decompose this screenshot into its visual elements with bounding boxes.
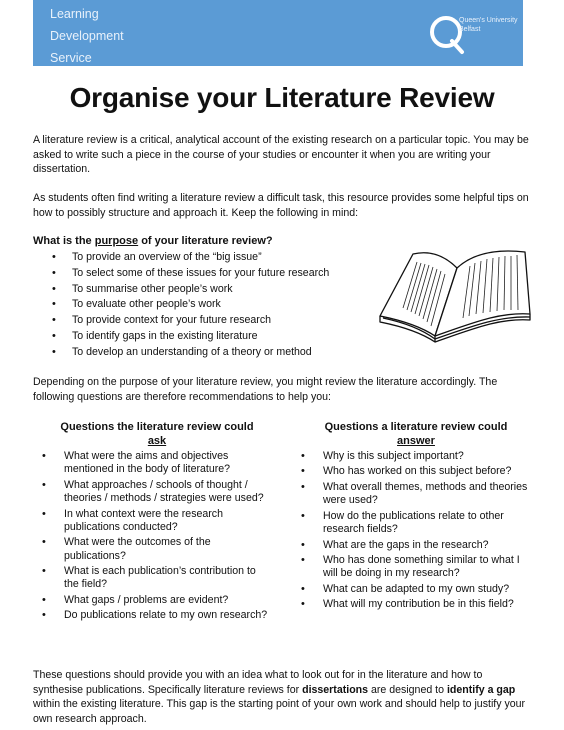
list-item: • How do the publications relate to other research fields?	[301, 510, 531, 537]
answer-list	[301, 450, 531, 612]
header-banner	[33, 0, 523, 66]
list-item: • To summarise other people’s work	[52, 282, 382, 298]
closing-paragraph: These questions should provide you with an idea what to look out for in the literature and how to synthesise publications. Specifically literature reviews for dissertations are designed to identify a gap within the existing literature. This gap is the starting point of your own work and should help to justify your own research approach.	[33, 669, 526, 725]
ask-heading: Questions the literature review could ask	[60, 421, 254, 447]
list-item: • Why is this subject important?	[301, 450, 531, 463]
list-item: • What is each publication’s contribution to the field?	[42, 565, 272, 592]
university-name: Queen's University Belfast	[459, 17, 518, 33]
list-item: • What overall themes, methods and theories were used?	[301, 481, 531, 508]
list-item: • What gaps / problems are evident?	[42, 594, 272, 607]
list-item: • What can be adapted to my own study?	[301, 583, 531, 596]
list-item: • What were the aims and objectives mentioned in the body of literature?	[42, 450, 272, 477]
list-item: • To provide an overview of the “big issue”	[52, 250, 382, 266]
service-name: Learning Development Service	[50, 7, 124, 65]
ask-list	[42, 450, 272, 623]
list-item: • To provide context for your future research	[52, 313, 382, 329]
approach-paragraph: As students often find writing a literature review a difficult task, this resource provides some helpful tips on how to possibly structure and approach it. Keep the following in mind:	[33, 192, 529, 219]
answer-heading: Questions a literature review could answer	[324, 421, 508, 447]
list-item: • What approaches / schools of thought / theories / methods / strategies were used?	[42, 479, 272, 506]
list-item: • What were the outcomes of the publications?	[42, 536, 272, 563]
list-item: • In what context were the research publications conducted?	[42, 508, 272, 535]
list-item: • What will my contribution be in this field?	[301, 598, 531, 611]
list-item: • Who has done something similar to what I will be doing in my research?	[301, 554, 531, 581]
ask-column	[42, 420, 272, 625]
purpose-list	[52, 250, 382, 361]
list-item: • What are the gaps in the research?	[301, 539, 531, 552]
open-book-icon	[375, 238, 535, 348]
list-item: • To identify gaps in the existing literature	[52, 329, 382, 345]
list-item: • To select some of these issues for your future research	[52, 266, 382, 282]
page-title: Organise your Literature Review	[69, 82, 495, 113]
answer-column	[301, 420, 531, 614]
intro-paragraph: A literature review is a critical, analytical account of the existing research on a particular topic. You may be asked to write such a piece in the course of your studies or encounter it when you are writing your dissertation.	[33, 134, 529, 175]
list-item: • Who has worked on this subject before?	[301, 465, 531, 478]
list-item: • To develop an understanding of a theory or method	[52, 345, 382, 361]
purpose-heading: What is the purpose of your literature review?	[33, 235, 273, 247]
list-item: • Do publications relate to my own research?	[42, 609, 272, 622]
list-item: • To evaluate other people’s work	[52, 297, 382, 313]
depending-paragraph: Depending on the purpose of your literature review, you might review the literature accordingly. The following questions are therefore recommendations to help you:	[33, 376, 498, 403]
